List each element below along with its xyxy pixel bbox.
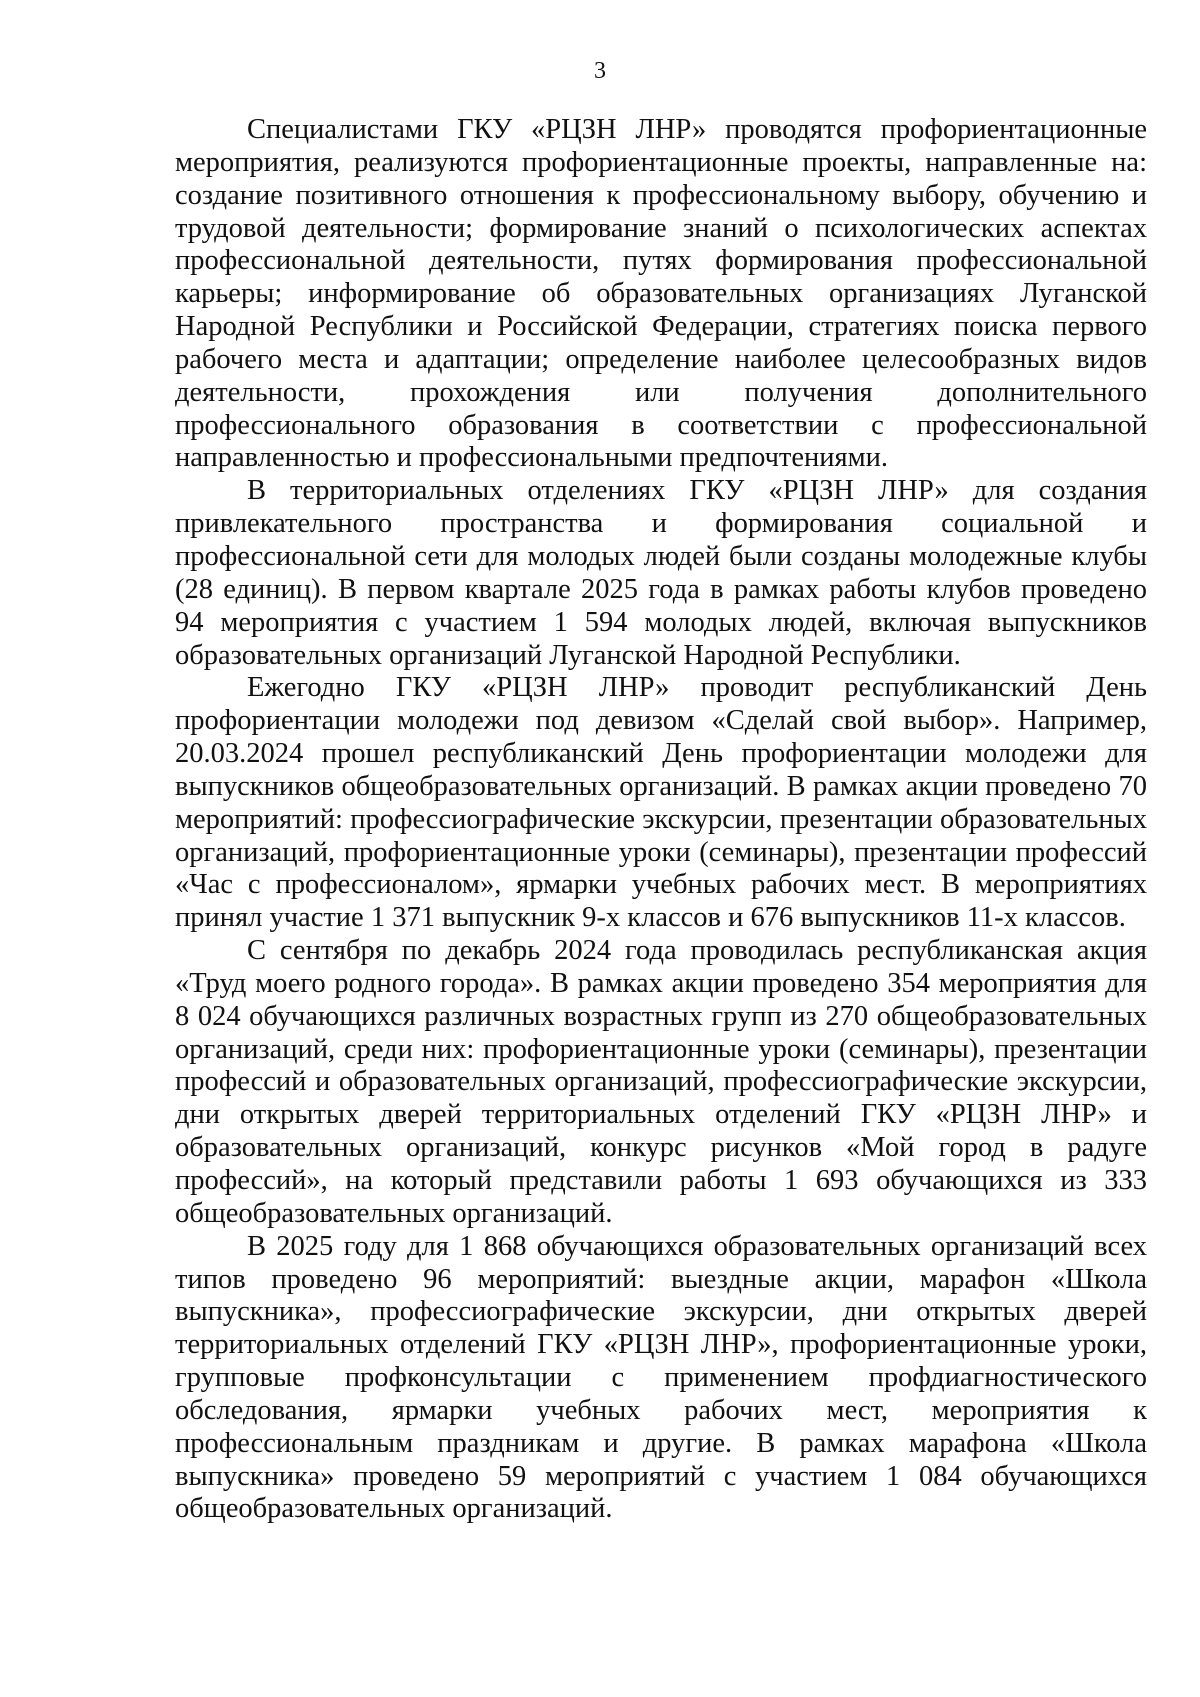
paragraph-career-guidance-activities: Специалистами ГКУ «РЦЗН ЛНР» проводятся профориентационные мероприятия, реализуются профориентационные проекты, направленные на: создание позитивного отношения к профессиональному выбору, обучению и трудовой деятельности; формирование знаний о психологических аспектах профессиональной деятельности, путях формирования профессиональной карьеры; информирование об образовательных организациях Луганской Народной Республики и Российской Федерации, стратегиях поиска первого рабочего места и адаптации; определение наиболее целесообразных видов деятельности, прохождения или получения дополнительного профессионального образования в соответствии с профессиональной направленностью и профессиональными предпочтениями. xyxy=(175,114,1147,474)
page-number: 3 xyxy=(594,58,606,84)
paragraph-native-city-labor-campaign: С сентября по декабрь 2024 года проводилась республиканская акция «Труд моего родного города». В рамках акции проведено 354 мероприятия для 8 024 обучающихся различных возрастных групп из 270 общеобразовательных организаций, среди них: профориентационные уроки (семинары), презентации профессий и образовательных организаций, профессиографические экскурсии, дни открытых дверей территориальных отделений ГКУ «РЦЗН ЛНР» и образовательных организаций, конкурс рисунков «Мой город в радуге профессий», на который представили работы 1 693 обучающихся из 333 общеобразовательных организаций. xyxy=(175,935,1147,1229)
paragraph-youth-clubs: В территориальных отделениях ГКУ «РЦЗН ЛНР» для создания привлекательного пространства и формирования социальной и профессиональной сети для молодых людей были созданы молодежные клубы (28 единиц). В первом квартале 2025 года в рамках работы клубов проведено 94 мероприятия с участием 1 594 молодых людей, включая выпускников образовательных организаций Луганской Народной Республики. xyxy=(175,475,1147,671)
paragraph-2025-events: В 2025 году для 1 868 обучающихся образовательных организаций всех типов проведено 96 мероприятий: выездные акции, марафон «Школа выпускника», профессиографические экскурсии, дни открытых дверей территориальных отделений ГКУ «РЦЗН ЛНР», профориентационные уроки, групповые профконсультации с применением профдиагностического обследования, ярмарки учебных рабочих мест, мероприятия к профессиональным праздникам и другие. В рамках марафона «Школа выпускника» проведено 59 мероприятий с участием 1 084 обучающихся общеобразовательных организаций. xyxy=(175,1230,1147,1525)
document-body xyxy=(175,114,1147,1526)
paragraph-career-guidance-day: Ежегодно ГКУ «РЦЗН ЛНР» проводит республиканский День профориентации молодежи под девизом «Сделай свой выбор». Например, 20.03.2024 прошел республиканский День профориентации молодежи для выпускников общеобразовательных организаций. В рамках акции проведено 70 мероприятий: профессиографические экскурсии, презентации образовательных организаций, профориентационные уроки (семинары), презентации профессий «Час с профессионалом», ярмарки учебных рабочих мест. В мероприятиях принял участие 1 371 выпускник 9-х классов и 676 выпускников 11-х классов. xyxy=(175,672,1147,934)
